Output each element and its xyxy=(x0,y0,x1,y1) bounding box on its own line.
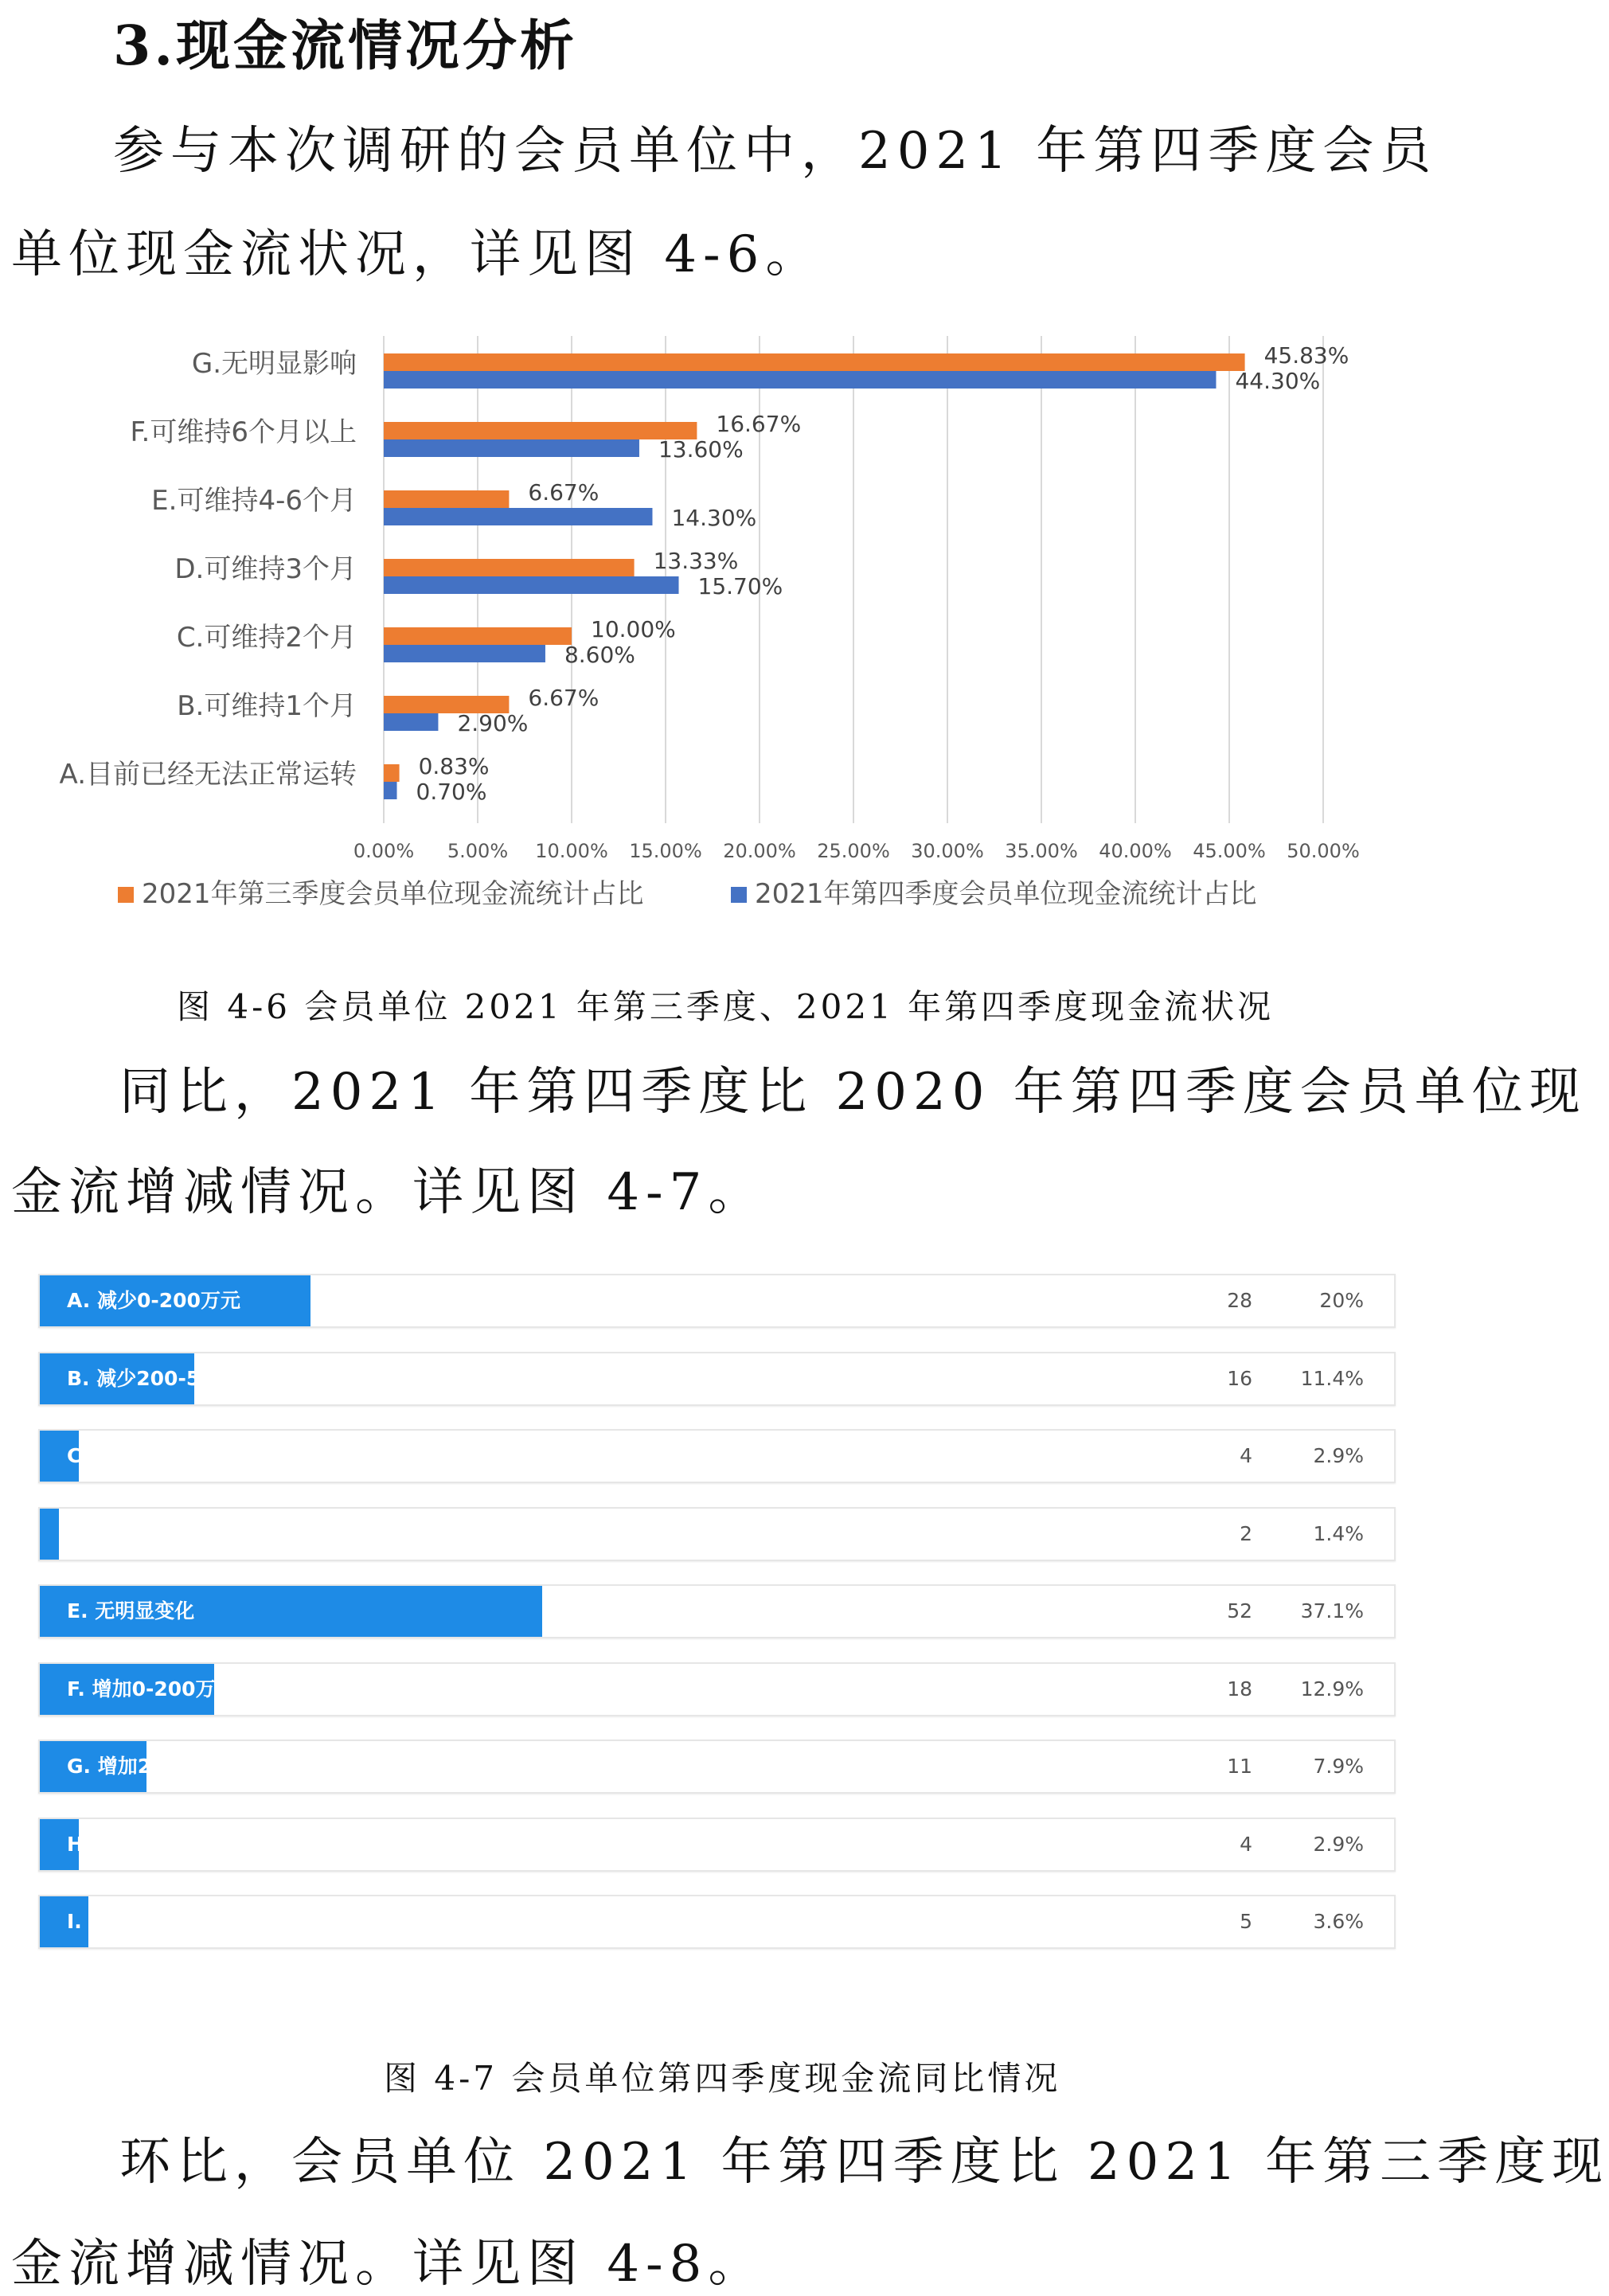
x-tick-label: 35.00% xyxy=(1005,840,1078,862)
option-percent: 2.9% xyxy=(1313,1444,1364,1467)
category-label: F.可维持6个月以上 xyxy=(130,416,357,448)
option-percent: 12.9% xyxy=(1300,1677,1364,1701)
category-label: D.可维持3个月 xyxy=(174,553,357,585)
figure-4-7-caption: 图 4-7 会员单位第四季度现金流同比情况 xyxy=(384,2059,1061,2098)
result-row xyxy=(38,1352,1396,1406)
bar-q3 xyxy=(384,353,1245,371)
bar-q3 xyxy=(384,422,697,439)
legend-label-q4: 2021年第四季度会员单位现金流统计占比 xyxy=(755,878,1257,910)
data-label: 13.33% xyxy=(653,548,739,574)
option-label: G. 增加200-500万元 xyxy=(67,1755,269,1778)
paragraph-1-line-2: 单位现金流状况，详见图 4-6。 xyxy=(11,225,823,284)
result-row xyxy=(38,1507,1396,1561)
data-label: 2.90% xyxy=(457,710,529,736)
data-label: 0.83% xyxy=(418,753,490,779)
paragraph-3-line-1: 环比，会员单位 2021 年第四季度比 2021 年第三季度现 xyxy=(119,2133,1609,2192)
result-row xyxy=(38,1895,1396,1949)
bar-q3 xyxy=(384,490,509,508)
paragraph-2-line-1: 同比，2021 年第四季度比 2020 年第四季度会员单位现 xyxy=(119,1063,1587,1122)
figure-4-6-caption: 图 4-6 会员单位 2021 年第三季度、2021 年第四季度现金流状况 xyxy=(177,987,1275,1026)
option-percent: 2.9% xyxy=(1313,1832,1364,1856)
legend-label-q3: 2021年第三季度会员单位现金流统计占比 xyxy=(142,878,644,910)
category-label: C.可维持2个月 xyxy=(176,622,357,654)
option-label: H. 增加500-1000万元 xyxy=(67,1832,283,1856)
x-tick-label: 45.00% xyxy=(1193,840,1266,862)
x-tick-label: 0.00% xyxy=(353,840,415,862)
bar-q4 xyxy=(384,576,679,594)
data-label: 15.70% xyxy=(697,573,783,599)
bar-q4 xyxy=(384,508,652,525)
x-tick-label: 15.00% xyxy=(629,840,702,862)
option-percent: 3.6% xyxy=(1313,1910,1364,1933)
data-label: 44.30% xyxy=(1235,368,1321,394)
result-row xyxy=(38,1662,1396,1716)
cashflow-status-chart xyxy=(0,326,1420,931)
x-tick-label: 10.00% xyxy=(535,840,608,862)
bar-q4 xyxy=(384,782,397,799)
option-percent: 1.4% xyxy=(1313,1521,1364,1545)
option-label: I. 增加1000万元以上 xyxy=(67,1910,264,1933)
option-count: 4 xyxy=(1240,1444,1252,1467)
option-count: 28 xyxy=(1227,1289,1252,1312)
data-label: 16.67% xyxy=(716,411,802,437)
result-row xyxy=(38,1429,1396,1483)
option-label: A. 减少0-200万元 xyxy=(67,1289,240,1312)
x-tick-label: 50.00% xyxy=(1287,840,1360,862)
bar-q4 xyxy=(384,439,639,457)
data-label: 0.70% xyxy=(416,779,487,805)
option-label: C. 减少500-1000万元 xyxy=(67,1444,281,1467)
result-bar xyxy=(40,1509,59,1560)
data-label: 45.83% xyxy=(1263,342,1349,369)
x-tick-label: 25.00% xyxy=(817,840,890,862)
option-label: E. 无明显变化 xyxy=(67,1599,195,1622)
bar-q4 xyxy=(384,713,438,731)
legend-swatch-q4 xyxy=(731,887,747,903)
option-label: D. 减少1000万元以上 xyxy=(67,1521,273,1545)
option-label: B. 减少200-500万元 xyxy=(67,1366,268,1390)
option-label: F. 增加0-200万元 xyxy=(67,1677,236,1701)
option-count: 5 xyxy=(1240,1910,1252,1933)
data-label: 10.00% xyxy=(591,616,676,642)
category-label: A.目前已经无法正常运转 xyxy=(59,759,357,791)
x-tick-label: 20.00% xyxy=(723,840,796,862)
option-count: 18 xyxy=(1227,1677,1252,1701)
option-count: 2 xyxy=(1240,1521,1252,1545)
option-percent: 11.4% xyxy=(1300,1366,1364,1390)
category-label: G.无明显影响 xyxy=(191,348,357,380)
data-label: 8.60% xyxy=(564,642,635,668)
paragraph-1-line-1: 参与本次调研的会员单位中，2021 年第四季度会员 xyxy=(113,122,1438,181)
data-label: 13.60% xyxy=(658,436,744,463)
result-row xyxy=(38,1740,1396,1794)
data-label: 6.67% xyxy=(528,685,599,711)
option-count: 11 xyxy=(1227,1755,1252,1778)
bar-q3 xyxy=(384,559,635,576)
bar-q4 xyxy=(384,645,545,662)
x-tick-label: 5.00% xyxy=(447,840,509,862)
paragraph-2-line-2: 金流增减情况。详见图 4-7。 xyxy=(11,1163,766,1222)
bar-q3 xyxy=(384,764,400,782)
option-count: 52 xyxy=(1227,1599,1252,1622)
option-percent: 20% xyxy=(1319,1289,1364,1312)
option-percent: 37.1% xyxy=(1300,1599,1364,1622)
data-label: 14.30% xyxy=(671,505,757,531)
result-row xyxy=(38,1274,1396,1328)
result-row xyxy=(38,1818,1396,1872)
bar-q3 xyxy=(384,627,572,645)
x-tick-label: 40.00% xyxy=(1099,840,1172,862)
legend-swatch-q3 xyxy=(118,887,134,903)
category-label: B.可维持1个月 xyxy=(177,690,357,722)
bar-q4 xyxy=(384,371,1216,389)
result-row xyxy=(38,1584,1396,1638)
paragraph-3-line-2: 金流增减情况。详见图 4-8。 xyxy=(11,2235,766,2294)
data-label: 6.67% xyxy=(528,479,599,506)
option-count: 4 xyxy=(1240,1832,1252,1856)
category-label: E.可维持4-6个月 xyxy=(151,485,357,517)
x-tick-label: 30.00% xyxy=(911,840,984,862)
option-count: 16 xyxy=(1227,1366,1252,1390)
section-heading: 3.现金流情况分析 xyxy=(113,14,577,78)
option-percent: 7.9% xyxy=(1313,1755,1364,1778)
